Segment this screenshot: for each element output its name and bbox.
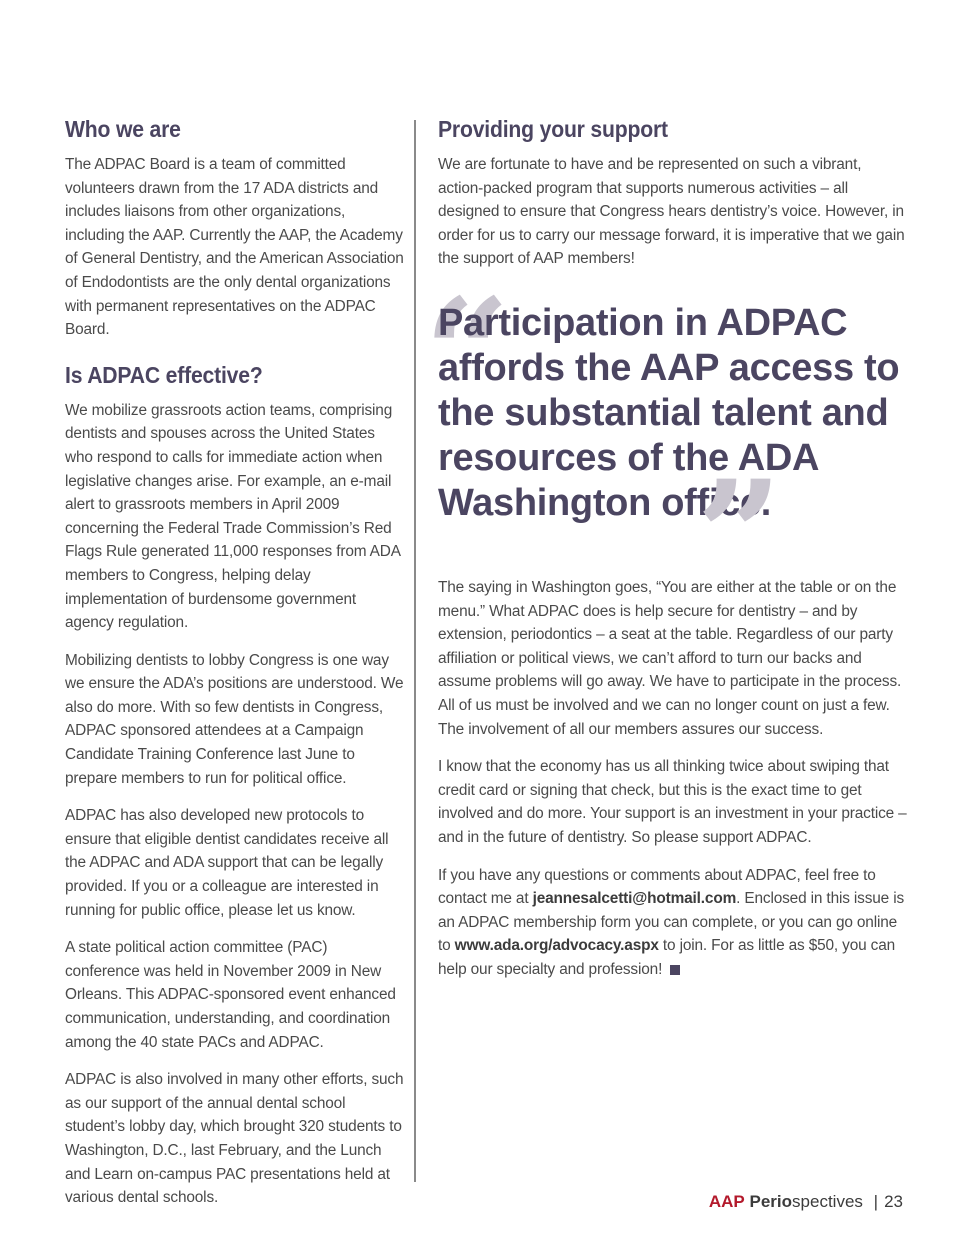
providing-support-heading: Providing your support [438,116,668,142]
effective-paragraph-2: Mobilizing dentists to lobby Congress is one way we ensure the ADA’s positions are understood. We also do more. With so few dentists in Congress, ADPAC sponsored attendees at a Campaign Candidate Training Conference last June to prepare members to run for political office. [65,651,404,787]
open-quote-icon: “ [424,265,511,442]
who-we-are-paragraph: The ADPAC Board is a team of committed volunteers drawn from the 17 ADA districts and includes liaisons from other organizations, including the AAP. Currently the AAP, the Academy of General Dentistry, and the American Association of Endodontists are the only dental organizations with permanent representatives on the ADPAC Board. [65,156,404,339]
effective-paragraph-3: ADPAC has also developed new protocols to ensure that eligible dentist candidates receive all the ADPAC and ADA support that can be legally provided. If you or a colleague are interested in running for public office, please let us know. [65,807,389,919]
left-column [65,112,405,1224]
contact-text-a: If you have any questions or comments about ADPAC, feel free to contact me at [438,866,876,908]
email-link[interactable]: jeannesalcetti@hotmail.com [532,890,737,908]
close-quote-icon: ” [696,447,783,624]
footer-brand-spectives: spectives [792,1192,863,1211]
effective-paragraph-4: A state political action committee (PAC) conference was held in November 2009 in New Orleans. This ADPAC-sponsored event enhanced communication, understanding, and coordination among the 40 state PACs and ADPAC. [65,939,396,1051]
effective-paragraph-5: ADPAC is also involved in many other efforts, such as our support of the annual dental school student’s lobby day, which brought 320 students to Washington, D.C., last February, and the Lunch and Learn on-campus PAC presentations held at various dental schools. [65,1071,404,1207]
column-divider [414,120,416,1182]
washington-paragraph: The saying in Washington goes, “You are either at the table or on the menu.” What ADPAC does is help secure for dentistry – and by extension, periodontics – a seat at the table. Regardless of our party affiliation or political views, we can’t afford to turn our backs and assume problems will go away. We have to participate in the process. All of us must be involved and we can no longer count on just a few. The involvement of all our members assures our success. [438,578,902,738]
page-footer [709,1192,903,1212]
economy-paragraph: I know that the economy has us all thinking twice about swiping that credit card or signing that check, but this is the exact time to get involved and do more. Your support is an investment in your practice – and in the future of dentistry. So please support ADPAC. [438,758,907,846]
end-of-article-icon [670,965,680,975]
effective-paragraph-1: We mobilize grassroots action teams, comprising dentists and spouses across the United States who respond to calls for immediate action when legislative changes arise. For example, an e-mail alert to grassroots members in April 2009 concerning the Federal Trade Commission’s Red Flags Rule generated 11,000 responses from ADA members to Congress, helping delay implementation of burdensome government agency regulation. [65,401,401,632]
pull-quote: Participation in ADPAC affords the AAP access to the substantial talent and resources of the ADA Washington office. [438,301,900,524]
footer-brand-aap: AAP [708,1192,745,1211]
page-number: 23 [884,1192,903,1211]
footer-brand-perio: Perio [749,1192,793,1211]
support-paragraph-1: We are fortunate to have and be represented on such a vibrant, action-packed program that supports numerous activities – all designed to ensure that Congress hears dentistry’s voice. However, in order for us to carry our message forward, it is imperative that we gain the support of AAP members! [438,156,905,268]
footer-separator: | [873,1192,879,1211]
who-we-are-heading: Who we are [65,116,181,142]
contact-text-b: . Enclosed in this issue is an ADPAC membership form you can complete, or you can go online to [438,890,905,955]
pull-quote-block [424,265,908,624]
right-column [424,112,908,995]
is-adpac-effective-heading: Is ADPAC effective? [65,361,263,388]
advocacy-url-link[interactable]: www.ada.org/advocacy.aspx [454,937,659,955]
contact-text-c: to join. For as little as $50, you can help our specialty and profession! [438,937,896,978]
contact-paragraph [438,864,908,982]
